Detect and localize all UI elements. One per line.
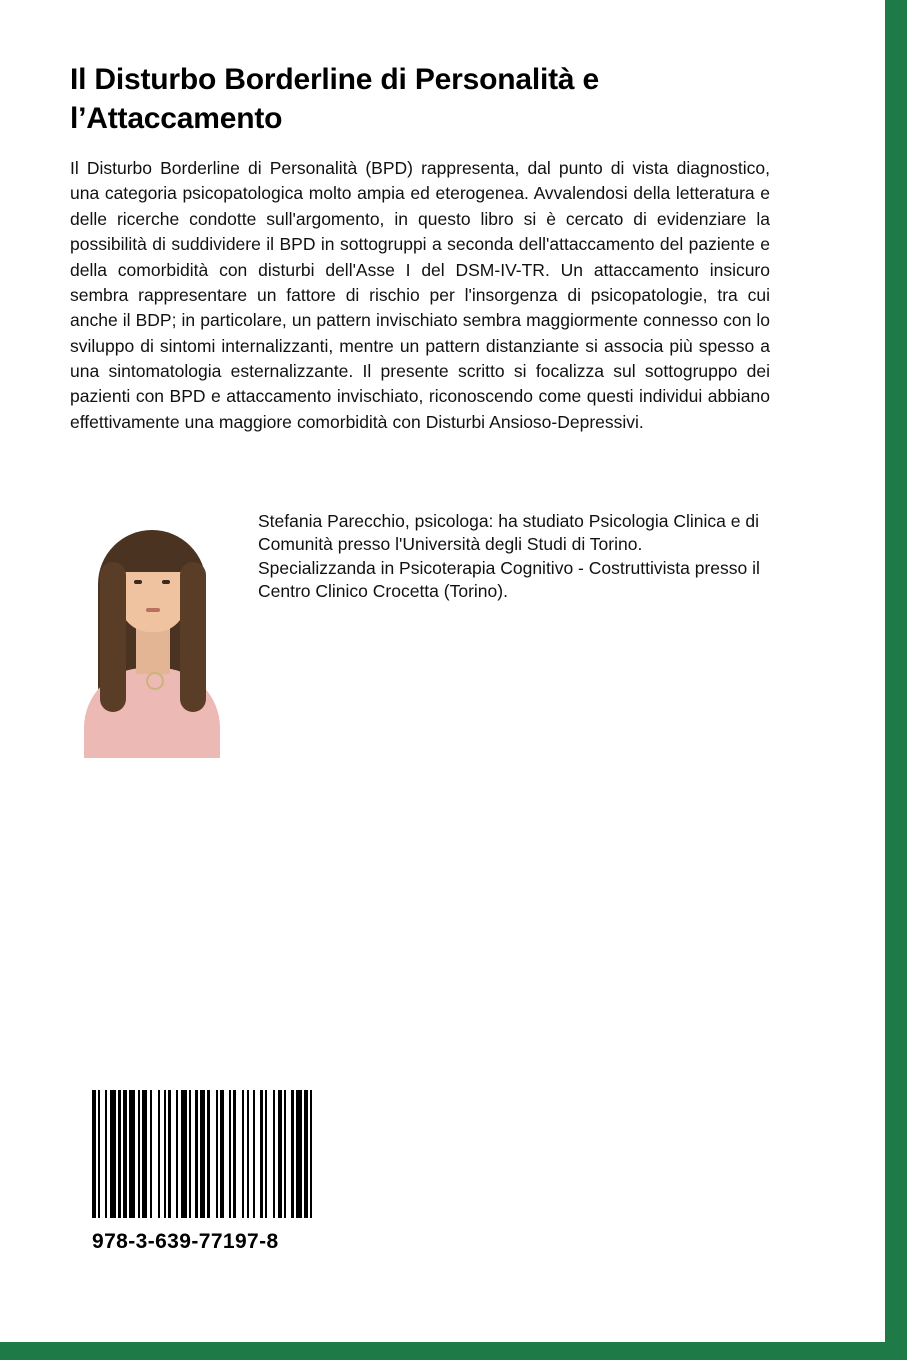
book-description: Il Disturbo Borderline di Personalità (BPD) rappresenta, dal punto di vista diagnostico, una categoria psicopatologica molto ampia ed eterogenea. Avvalendosi della letteratura e delle ricerche condotte sull'argomento, in questo libro si è cercato di evidenziare la possibilità di suddividere il BPD in sottogruppi a seconda dell'attaccamento del paziente e della comorbidità con disturbi dell'Asse I del DSM-IV-TR. Un attaccamento insicuro sembra rappresentare un fattore di rischio per l'insorgenza di psicopatologie, tra cui anche il BDP; in particolare, un pattern invischiato sembra maggiormente connesso con lo sviluppo di sintomi internalizzanti, mentre un pattern distanziante si associa più spesso a una sintomatologia esternalizzante. Il presente scritto si focalizza sul sottogruppo dei pazienti con BPD e attaccamento invischiato, riconoscendo come questi individui abbiano effettivamente una maggiore comorbidità con Disturbi Ansioso-Depressivi. [70,158,770,432]
spine-accent-right [885,0,907,1360]
spine-accent-bottom [0,1342,907,1360]
barcode-area [92,1090,352,1254]
isbn-barcode [92,1090,352,1218]
isbn-number: 978-3-639-77197-8 [92,1230,279,1253]
author-bio: Stefania Parecchio, psicologa: ha studiato Psicologia Clinica e di Comunità presso l'Università degli Studi di Torino. Specializzanda in Psicoterapia Cognitivo - Costruttivista presso il Centro Clinico Crocetta (Torino). [258,511,760,601]
author-photo [70,508,234,758]
author-section [70,508,770,758]
page-title: Il Disturbo Borderline di Personalità e l’Attaccamento [70,63,599,135]
cover-text-block [70,60,770,435]
